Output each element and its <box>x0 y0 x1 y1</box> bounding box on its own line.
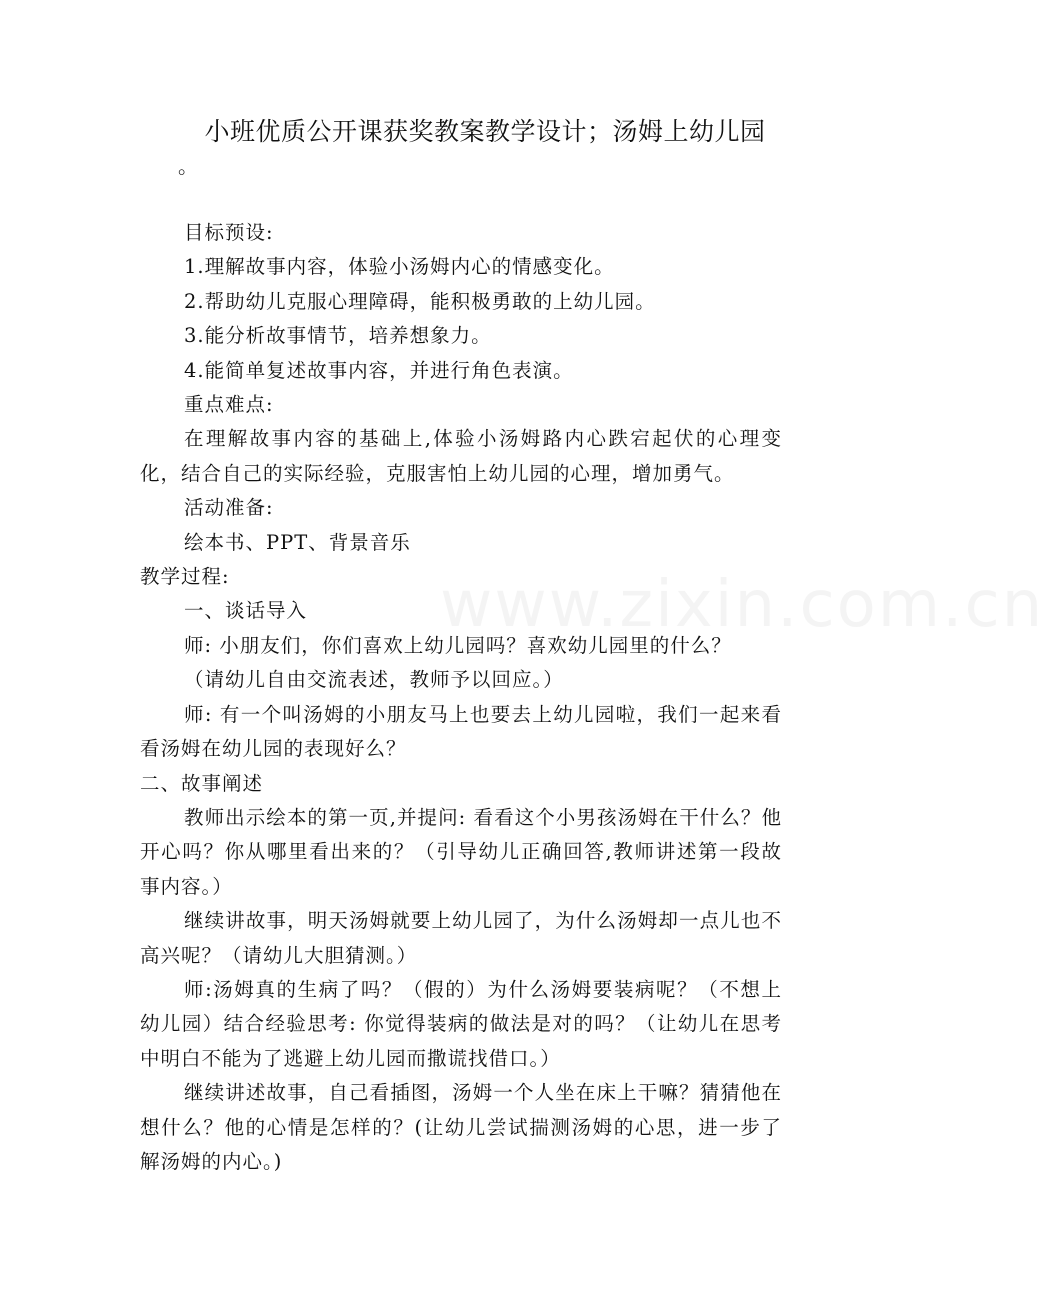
paragraph: 绘本书、PPT、背景音乐 <box>184 530 411 554</box>
paragraph: 师: 小朋友们，你们喜欢上幼儿园吗？喜欢幼儿园里的什么？ <box>184 633 732 657</box>
paragraph: 2.帮助幼儿克服心理障碍，能积极勇敢的上幼儿园。 <box>184 289 656 313</box>
title-period: 。 <box>178 154 198 178</box>
paragraph: 在理解故事内容的基础上,体验小汤姆路内心跌宕起伏的心理变化，结合自己的实际经验，克服害怕上幼儿园的心理，增加勇气。 <box>140 427 782 485</box>
paragraph: 师: 有一个叫汤姆的小朋友马上也要去上幼儿园啦，我们一起来看看汤姆在幼儿园的表现好么？ <box>140 702 782 761</box>
document-body <box>140 216 782 1179</box>
paragraph: 1.理解故事内容，体验小汤姆内心的情感变化。 <box>184 255 615 279</box>
paragraph: 一、谈话导入 <box>184 599 308 623</box>
paragraph: 目标预设: <box>184 221 274 244</box>
paragraph: 继续讲故事，明天汤姆就要上幼儿园了，为什么汤姆却一点儿也不高兴呢？（请幼儿大胆猜测。） <box>140 909 782 967</box>
paragraph: 重点难点: <box>184 393 274 417</box>
paragraph: 师:汤姆真的生病了吗？（假的）为什么汤姆要装病呢？（不想上幼儿园）结合经验思考: 你觉得装病的做法是对的吗？（让幼儿在思考中明白不能为了逃避上幼儿园而撒谎找借口。） <box>140 977 782 1070</box>
watermark: www.zixin.com.cn <box>440 568 1044 642</box>
paragraph: 继续讲述故事，自己看插图，汤姆一个人坐在床上干嘛？猜猜他在想什么？他的心情是怎样的？(让幼儿尝试揣测汤姆的心思，进一步了解汤姆的内心。) <box>140 1081 782 1173</box>
paragraph: 二、故事阐述 <box>140 771 264 795</box>
paragraph: 教学过程: <box>140 565 230 589</box>
paragraph: 4.能简单复述故事内容，并进行角色表演。 <box>184 358 574 382</box>
document-title: 小班优质公开课获奖教案教学设计；汤姆上幼儿园 <box>204 117 766 146</box>
paragraph: （请幼儿自由交流表述，教师予以回应。） <box>184 668 564 692</box>
paragraph: 教师出示绘本的第一页,并提问: 看看这个小男孩汤姆在干什么？他开心吗？你从哪里看出来的？（引导幼儿正确回答,教师讲述第一段故事内容。） <box>140 805 782 898</box>
paragraph: 活动准备: <box>184 496 274 520</box>
paragraph: 3.能分析故事情节，培养想象力。 <box>184 324 492 348</box>
